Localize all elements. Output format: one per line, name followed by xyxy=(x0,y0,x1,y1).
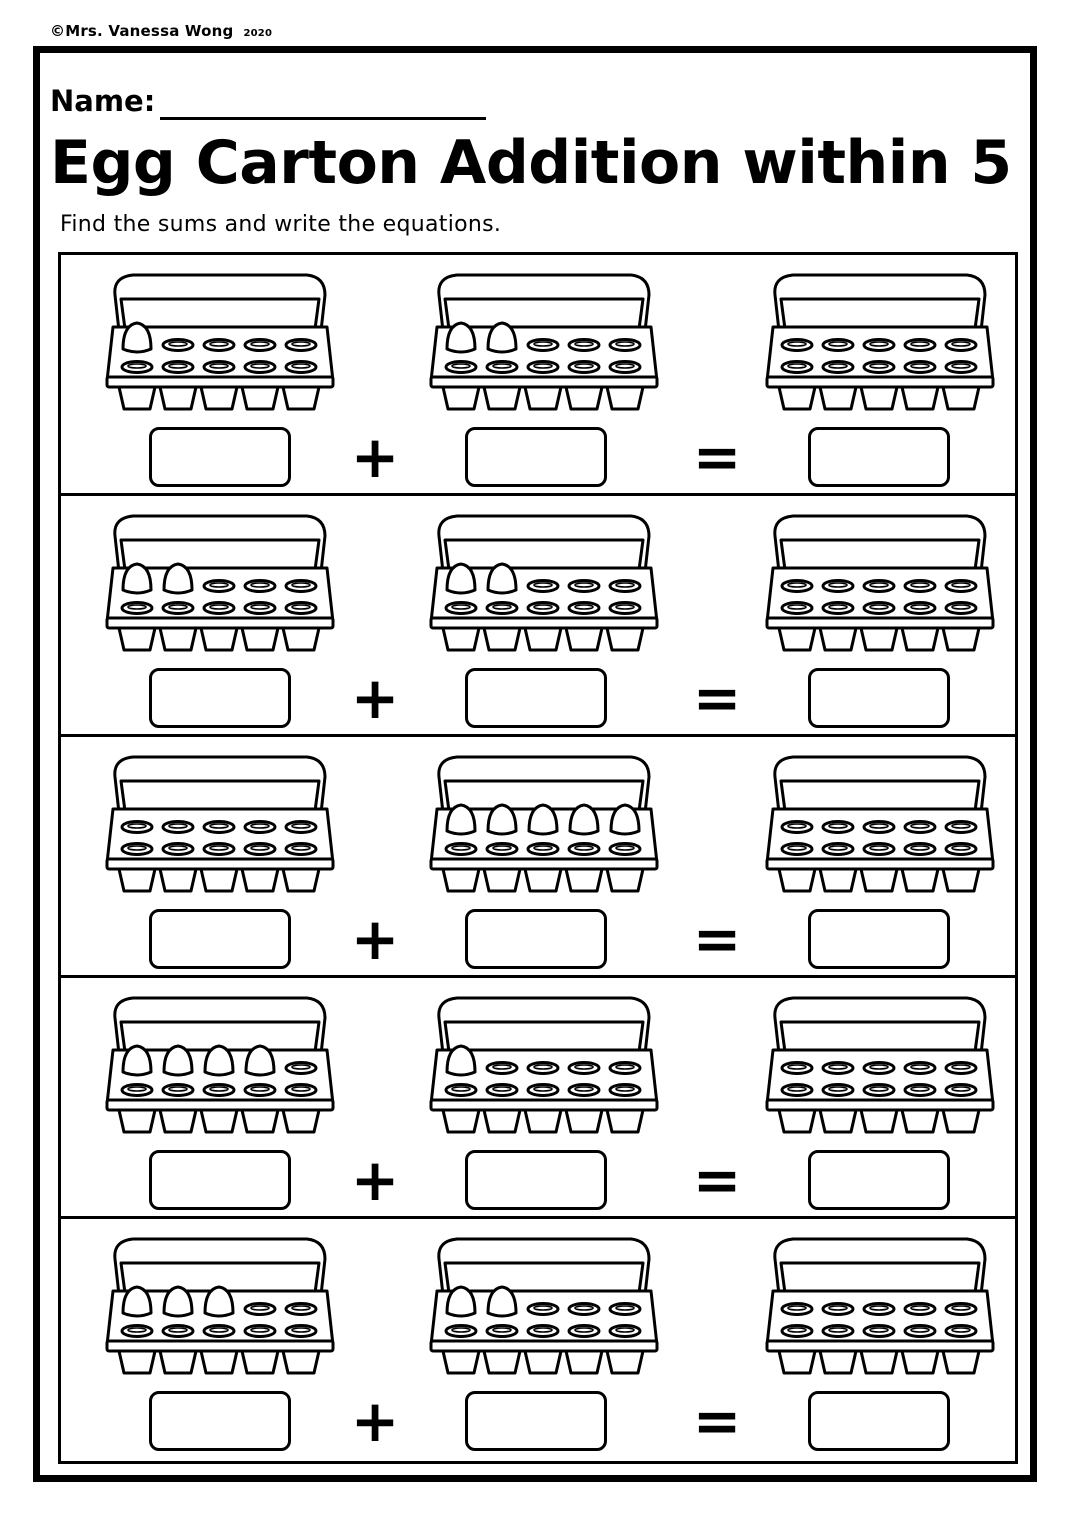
egg-hole xyxy=(122,362,152,373)
egg-hole xyxy=(245,340,275,351)
egg-hole xyxy=(946,581,976,592)
egg-hole xyxy=(946,603,976,614)
egg-hole xyxy=(245,1085,275,1096)
second-addend-carton xyxy=(427,992,661,1138)
egg-hole xyxy=(487,1085,517,1096)
egg-hole xyxy=(610,1326,640,1337)
egg-carton-icon xyxy=(103,751,337,897)
egg-carton-icon xyxy=(763,269,997,415)
egg-hole xyxy=(946,822,976,833)
egg-hole xyxy=(569,1326,599,1337)
egg-hole xyxy=(823,581,853,592)
plus-sign: + xyxy=(350,1387,400,1455)
egg-hole xyxy=(569,1063,599,1074)
egg-hole xyxy=(610,340,640,351)
egg-hole xyxy=(487,362,517,373)
egg-hole xyxy=(245,822,275,833)
egg-icon xyxy=(164,1046,192,1075)
first-addend-carton xyxy=(103,992,337,1138)
egg-hole xyxy=(286,844,316,855)
equals-sign: = xyxy=(692,1387,742,1455)
egg-hole xyxy=(946,340,976,351)
problem-row xyxy=(61,737,1015,978)
egg-hole xyxy=(487,1326,517,1337)
egg-hole xyxy=(204,1085,234,1096)
egg-hole xyxy=(782,1063,812,1074)
egg-hole xyxy=(823,1326,853,1337)
egg-hole xyxy=(528,581,558,592)
problem-row xyxy=(61,1219,1015,1460)
egg-hole xyxy=(610,1063,640,1074)
problem-row xyxy=(61,255,1015,496)
egg-carton-icon xyxy=(763,510,997,656)
egg-hole xyxy=(528,844,558,855)
egg-icon xyxy=(123,323,151,352)
second-addend-carton xyxy=(427,269,661,415)
egg-icon xyxy=(246,1046,274,1075)
egg-hole xyxy=(204,822,234,833)
equals-sign: = xyxy=(692,1146,742,1214)
egg-hole xyxy=(204,1326,234,1337)
egg-hole xyxy=(610,581,640,592)
equals-sign: = xyxy=(692,905,742,973)
name-label: Name: xyxy=(50,84,156,118)
egg-hole xyxy=(163,603,193,614)
egg-hole xyxy=(946,362,976,373)
sum-answer-box[interactable] xyxy=(808,1150,950,1210)
egg-hole xyxy=(569,1085,599,1096)
egg-icon xyxy=(611,805,639,834)
copyright-notice xyxy=(50,22,272,40)
egg-icon xyxy=(570,805,598,834)
egg-hole xyxy=(864,362,894,373)
equals-sign: = xyxy=(692,423,742,491)
egg-hole xyxy=(905,581,935,592)
egg-hole xyxy=(610,1085,640,1096)
egg-hole xyxy=(569,340,599,351)
egg-icon xyxy=(529,805,557,834)
egg-hole xyxy=(946,844,976,855)
egg-hole xyxy=(782,1085,812,1096)
egg-hole xyxy=(446,1326,476,1337)
egg-hole xyxy=(823,362,853,373)
egg-hole xyxy=(487,844,517,855)
egg-hole xyxy=(286,1085,316,1096)
first-addend-answer-box[interactable] xyxy=(149,1150,291,1210)
egg-hole xyxy=(905,1063,935,1074)
egg-hole xyxy=(905,822,935,833)
egg-hole xyxy=(946,1063,976,1074)
sum-carton xyxy=(763,269,997,415)
copyright-year: 2020 xyxy=(243,28,273,39)
egg-hole xyxy=(286,1304,316,1315)
egg-hole xyxy=(245,844,275,855)
egg-hole xyxy=(446,603,476,614)
egg-hole xyxy=(864,1326,894,1337)
equals-sign: = xyxy=(692,664,742,732)
second-addend-carton xyxy=(427,510,661,656)
egg-hole xyxy=(905,362,935,373)
egg-icon xyxy=(164,564,192,593)
first-addend-carton xyxy=(103,269,337,415)
egg-carton-icon xyxy=(427,1233,661,1379)
egg-hole xyxy=(163,340,193,351)
egg-icon xyxy=(447,1046,475,1075)
egg-hole xyxy=(864,822,894,833)
egg-icon xyxy=(447,1287,475,1316)
egg-hole xyxy=(610,362,640,373)
egg-hole xyxy=(946,1085,976,1096)
egg-hole xyxy=(163,844,193,855)
egg-hole xyxy=(286,1326,316,1337)
first-addend-answer-box[interactable] xyxy=(149,909,291,969)
egg-hole xyxy=(204,844,234,855)
egg-carton-icon xyxy=(763,1233,997,1379)
egg-icon xyxy=(164,1287,192,1316)
egg-hole xyxy=(864,1063,894,1074)
egg-hole xyxy=(905,844,935,855)
egg-carton-icon xyxy=(103,1233,337,1379)
egg-carton-icon xyxy=(763,751,997,897)
egg-hole xyxy=(905,603,935,614)
sum-carton xyxy=(763,992,997,1138)
second-addend-carton xyxy=(427,751,661,897)
egg-hole xyxy=(569,362,599,373)
plus-sign: + xyxy=(350,423,400,491)
egg-hole xyxy=(823,603,853,614)
egg-hole xyxy=(823,1085,853,1096)
egg-hole xyxy=(204,340,234,351)
egg-hole xyxy=(245,1304,275,1315)
egg-hole xyxy=(446,844,476,855)
egg-hole xyxy=(569,844,599,855)
egg-icon xyxy=(447,564,475,593)
sum-carton xyxy=(763,1233,997,1379)
egg-hole xyxy=(946,1304,976,1315)
egg-hole xyxy=(163,822,193,833)
egg-hole xyxy=(163,1085,193,1096)
egg-carton-icon xyxy=(427,751,661,897)
egg-icon xyxy=(123,564,151,593)
second-addend-answer-box[interactable] xyxy=(465,668,607,728)
plus-sign: + xyxy=(350,905,400,973)
egg-hole xyxy=(905,1304,935,1315)
egg-hole xyxy=(204,581,234,592)
second-addend-answer-box[interactable] xyxy=(465,427,607,487)
egg-hole xyxy=(905,340,935,351)
egg-hole xyxy=(122,1326,152,1337)
egg-hole xyxy=(528,1326,558,1337)
egg-hole xyxy=(528,340,558,351)
egg-hole xyxy=(286,1063,316,1074)
egg-hole xyxy=(905,1326,935,1337)
egg-hole xyxy=(204,603,234,614)
egg-icon xyxy=(447,805,475,834)
egg-hole xyxy=(610,603,640,614)
plus-sign: + xyxy=(350,664,400,732)
egg-hole xyxy=(569,603,599,614)
egg-hole xyxy=(487,603,517,614)
problem-grid xyxy=(58,252,1018,1464)
second-addend-answer-box[interactable] xyxy=(465,1391,607,1451)
first-addend-carton xyxy=(103,751,337,897)
sum-carton xyxy=(763,510,997,656)
egg-hole xyxy=(446,362,476,373)
egg-hole xyxy=(823,1063,853,1074)
name-writing-line[interactable] xyxy=(160,117,486,120)
egg-hole xyxy=(823,340,853,351)
egg-hole xyxy=(782,340,812,351)
egg-hole xyxy=(864,844,894,855)
egg-hole xyxy=(528,362,558,373)
first-addend-carton xyxy=(103,510,337,656)
egg-hole xyxy=(782,844,812,855)
second-addend-answer-box[interactable] xyxy=(465,909,607,969)
worksheet-title: Egg Carton Addition within 5 xyxy=(50,128,1012,198)
egg-carton-icon xyxy=(103,269,337,415)
egg-icon xyxy=(488,564,516,593)
egg-carton-icon xyxy=(103,992,337,1138)
egg-hole xyxy=(864,340,894,351)
egg-hole xyxy=(245,362,275,373)
egg-hole xyxy=(610,1304,640,1315)
sum-carton xyxy=(763,751,997,897)
egg-icon xyxy=(123,1046,151,1075)
sum-answer-box[interactable] xyxy=(808,427,950,487)
second-addend-carton xyxy=(427,1233,661,1379)
egg-hole xyxy=(823,844,853,855)
egg-hole xyxy=(286,340,316,351)
second-addend-answer-box[interactable] xyxy=(465,1150,607,1210)
egg-icon xyxy=(488,805,516,834)
egg-carton-icon xyxy=(103,510,337,656)
egg-icon xyxy=(123,1287,151,1316)
egg-carton-icon xyxy=(427,269,661,415)
egg-hole xyxy=(905,1085,935,1096)
egg-hole xyxy=(864,1304,894,1315)
egg-hole xyxy=(122,844,152,855)
egg-hole xyxy=(286,603,316,614)
egg-hole xyxy=(823,822,853,833)
egg-carton-icon xyxy=(427,992,661,1138)
egg-icon xyxy=(447,323,475,352)
sum-answer-box[interactable] xyxy=(808,668,950,728)
egg-hole xyxy=(528,1085,558,1096)
egg-hole xyxy=(122,1085,152,1096)
egg-icon xyxy=(488,323,516,352)
egg-hole xyxy=(204,362,234,373)
egg-hole xyxy=(864,603,894,614)
egg-hole xyxy=(569,1304,599,1315)
egg-hole xyxy=(528,1304,558,1315)
egg-hole xyxy=(286,581,316,592)
egg-hole xyxy=(864,1085,894,1096)
problem-row xyxy=(61,496,1015,737)
egg-hole xyxy=(163,362,193,373)
egg-icon xyxy=(488,1287,516,1316)
first-addend-carton xyxy=(103,1233,337,1379)
egg-hole xyxy=(122,603,152,614)
egg-hole xyxy=(782,822,812,833)
egg-hole xyxy=(946,1326,976,1337)
egg-hole xyxy=(782,603,812,614)
first-addend-answer-box[interactable] xyxy=(149,668,291,728)
egg-hole xyxy=(528,1063,558,1074)
plus-sign: + xyxy=(350,1146,400,1214)
egg-hole xyxy=(528,603,558,614)
first-addend-answer-box[interactable] xyxy=(149,1391,291,1451)
egg-hole xyxy=(487,1063,517,1074)
egg-hole xyxy=(782,1326,812,1337)
egg-hole xyxy=(782,581,812,592)
egg-hole xyxy=(446,1085,476,1096)
egg-hole xyxy=(245,603,275,614)
sum-answer-box[interactable] xyxy=(808,909,950,969)
egg-icon xyxy=(205,1046,233,1075)
egg-hole xyxy=(286,362,316,373)
egg-hole xyxy=(864,581,894,592)
egg-hole xyxy=(782,1304,812,1315)
egg-hole xyxy=(610,844,640,855)
egg-hole xyxy=(782,362,812,373)
copyright-text: ©Mrs. Vanessa Wong xyxy=(50,22,234,40)
egg-hole xyxy=(245,581,275,592)
egg-hole xyxy=(286,822,316,833)
problem-row xyxy=(61,978,1015,1219)
egg-hole xyxy=(163,1326,193,1337)
egg-hole xyxy=(823,1304,853,1315)
egg-carton-icon xyxy=(763,992,997,1138)
egg-carton-icon xyxy=(427,510,661,656)
instructions: Find the sums and write the equations. xyxy=(60,212,502,237)
first-addend-answer-box[interactable] xyxy=(149,427,291,487)
egg-hole xyxy=(245,1326,275,1337)
egg-hole xyxy=(122,822,152,833)
egg-icon xyxy=(205,1287,233,1316)
egg-hole xyxy=(569,581,599,592)
sum-answer-box[interactable] xyxy=(808,1391,950,1451)
